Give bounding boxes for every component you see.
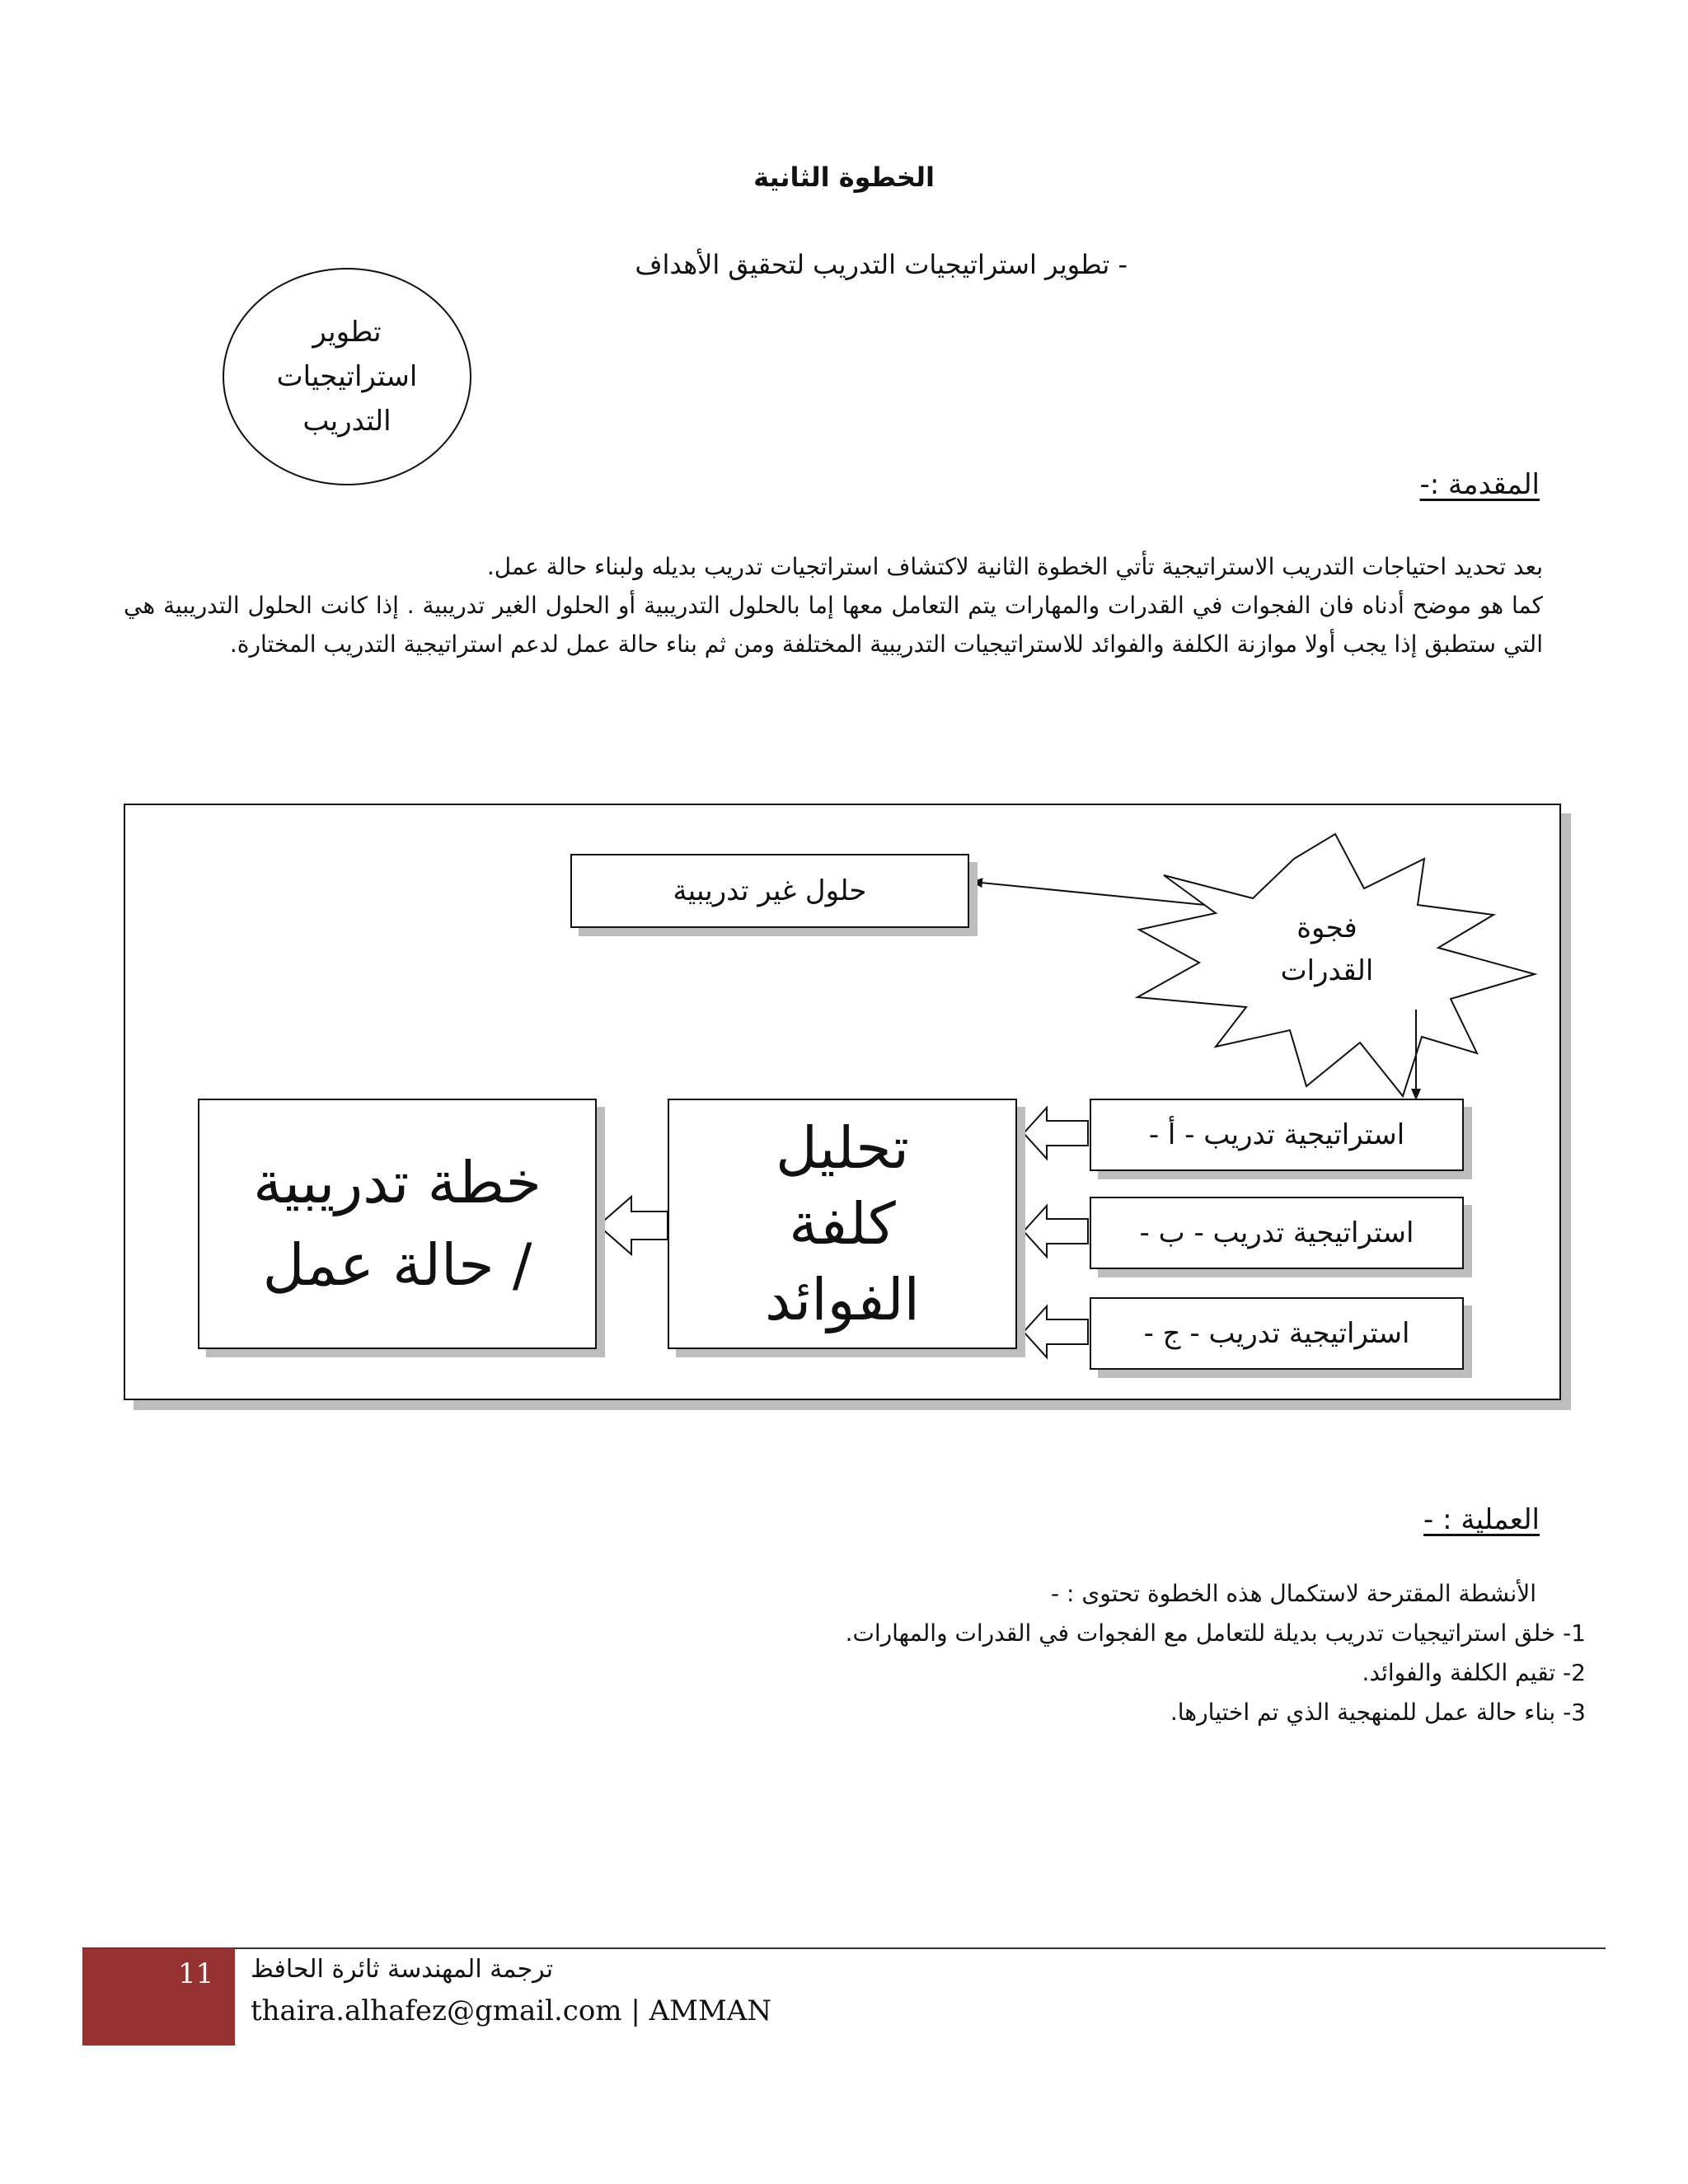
strategy-a-box: استراتيجية تدريب - أ - <box>1090 1099 1464 1171</box>
capability-gap-label <box>1232 907 1422 992</box>
process-item: 3- بناء حالة عمل للمنهجية الذي تم اختيارها. <box>1170 1699 1586 1726</box>
circle-line: تطوير <box>312 316 382 349</box>
strategy-a-block-arrow <box>1024 1108 1088 1159</box>
process-body <box>432 1574 1586 1732</box>
page-title: الخطوة الثانية <box>753 162 935 193</box>
plan-line: / حالة عمل <box>262 1231 532 1299</box>
intro-heading: المقدمة :- <box>1419 468 1540 501</box>
non-training-solutions-box: حلول غير تدريبية <box>570 854 969 928</box>
gap-label-line: فجوة <box>1296 912 1357 944</box>
circle-line: التدريب <box>302 405 392 438</box>
strategy-b-block-arrow <box>1024 1206 1088 1257</box>
circle-line: استراتيجيات <box>276 360 418 393</box>
page-number: 11 <box>178 1957 214 1990</box>
analysis-line: تحليل <box>776 1114 909 1182</box>
gap-to-nontraining-arrow <box>973 882 1205 905</box>
section-subtitle: - تطوير استراتيجيات التدريب لتحقيق الأهداف <box>635 249 1128 280</box>
process-item: 2- تقيم الكلفة والفوائد. <box>1362 1659 1586 1686</box>
strategy-b-box: استراتيجية تدريب - ب - <box>1090 1197 1464 1269</box>
footer-contact: thaira.alhafez@gmail.com | AMMAN <box>251 1994 772 2027</box>
footer-divider <box>82 1947 1606 1949</box>
process-item: 1- خلق استراتيجيات تدريب بديلة للتعامل مع الفجوات في القدرات والمهارات. <box>845 1619 1586 1647</box>
footer-translator: ترجمة المهندسة ثائرة الحافظ <box>251 1955 554 1984</box>
strategy-c-box: استراتيجية تدريب - ج - <box>1090 1297 1464 1370</box>
process-heading: العملية : - <box>1423 1503 1540 1536</box>
process-lead: الأنشطة المقترحة لاستكمال هذه الخطوة تحتوى : - <box>1051 1580 1536 1607</box>
plan-line: خطة تدريبية <box>253 1149 542 1216</box>
training-plan-box <box>198 1099 597 1349</box>
gap-label-line: القدرات <box>1280 954 1374 987</box>
strategy-c-block-arrow <box>1024 1306 1088 1357</box>
analysis-to-plan-block-arrow <box>598 1197 668 1254</box>
intro-paragraph: بعد تحديد احتياجات التدريب الاستراتيجية تأتي الخطوة الثانية لاكتشاف استراتجيات تدريب بديله ولبناء حالة عمل. <box>486 553 1543 580</box>
cost-benefit-analysis-box <box>668 1099 1017 1349</box>
analysis-line: الفوائد <box>764 1266 921 1333</box>
intro-paragraph: كما هو موضح أدناه فان الفجوات في القدرات والمهارات يتم التعامل معها إما بالحلول التدريبية أو الحلول الغير تدريبية . إذا كانت الحلول التدريبية هي التي ستطبق إذا يجب أولا موازنة الكلفة والفوائد للاستراتيجيات التدريبية المختلفة ومن ثم بناء حالة عمل لدعم استراتيجية التدريب المختارة. <box>124 592 1543 658</box>
analysis-line: كلفة <box>789 1190 896 1258</box>
